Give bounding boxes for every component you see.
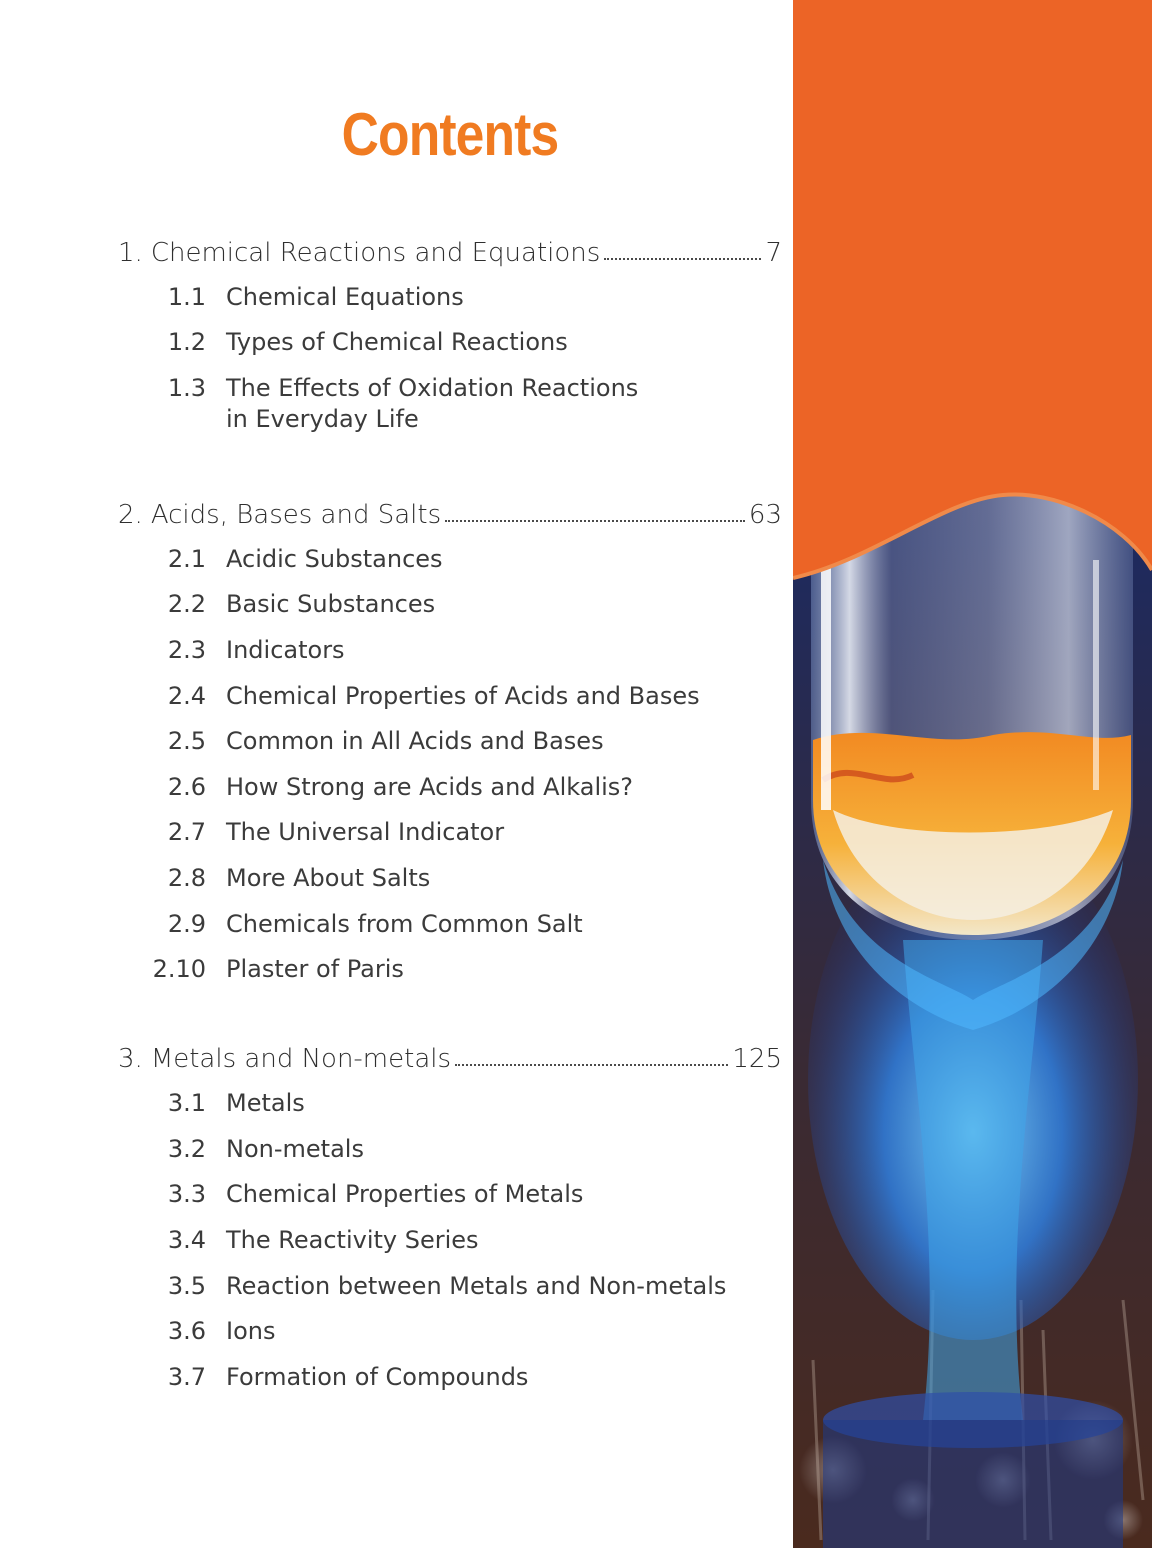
chapter-title: Chemical Reactions and Equations	[150, 238, 601, 268]
page-title: Contents	[341, 101, 559, 168]
section-title: Non-metals	[226, 1135, 364, 1163]
orange-banner	[793, 0, 1152, 578]
dot-leader	[604, 257, 761, 260]
section-title: Plaster of Paris	[226, 955, 404, 983]
section-number: 2.7	[167, 818, 206, 846]
section-title: Common in All Acids and Bases	[226, 727, 604, 755]
section-number: 2.10	[152, 955, 206, 983]
section-number: 2.6	[167, 773, 206, 801]
section-number: 2.1	[167, 545, 206, 573]
section-title: Reaction between Metals and Non-metals	[226, 1272, 727, 1300]
section-title: Chemical Equations	[226, 283, 464, 311]
section-title: How Strong are Acids and Alkalis?	[226, 773, 634, 801]
chapter-page-number: 125	[732, 1044, 782, 1074]
section-number: 2.3	[167, 636, 206, 664]
section-title: The Universal Indicator	[226, 818, 505, 846]
chapter-3-entry[interactable]	[118, 1034, 782, 1074]
section-title: Basic Substances	[226, 590, 436, 618]
chapter-1-entry[interactable]	[118, 228, 782, 268]
chapter-2-entry[interactable]	[118, 490, 782, 530]
section-title: More About Salts	[226, 864, 431, 892]
section-number: 3.3	[167, 1180, 206, 1208]
chapter-number: 1.	[118, 238, 143, 268]
section-number: 2.5	[167, 727, 206, 755]
section-number: 3.5	[167, 1272, 206, 1300]
section-number: 1.3	[167, 374, 206, 402]
section-number: 3.7	[167, 1363, 206, 1391]
section-number: 3.4	[167, 1226, 206, 1254]
section-number: 3.2	[167, 1135, 206, 1163]
section-title: Chemical Properties of Metals	[226, 1180, 584, 1208]
dot-leader	[445, 519, 745, 522]
glass-highlight	[1093, 560, 1099, 790]
section-title: Acidic Substances	[226, 545, 443, 573]
chapter-title: Acids, Bases and Salts	[150, 500, 442, 530]
section-number: 1.1	[167, 283, 206, 311]
section-number: 3.1	[167, 1089, 206, 1117]
section-title: Types of Chemical Reactions	[226, 328, 568, 356]
section-title: Indicators	[226, 636, 345, 664]
section-title: Ions	[226, 1317, 276, 1345]
section-title: Chemical Properties of Acids and Bases	[226, 682, 700, 710]
section-title: Formation of Compounds	[226, 1363, 529, 1391]
chapter-title: Metals and Non-metals	[150, 1044, 452, 1074]
chapter-number: 2.	[118, 500, 143, 530]
chapter-page-number: 63	[748, 500, 782, 530]
section-number: 2.2	[167, 590, 206, 618]
section-number: 2.8	[167, 864, 206, 892]
section-number: 3.6	[167, 1317, 206, 1345]
section-number: 2.4	[167, 682, 206, 710]
chapter-number: 3.	[118, 1044, 143, 1074]
chapter-page-number: 7	[765, 238, 782, 268]
dot-leader	[455, 1063, 728, 1066]
test-tube-flame-illustration	[793, 0, 1152, 1548]
section-title: Metals	[226, 1089, 305, 1117]
burner-body	[823, 1420, 1123, 1548]
section-title: The Reactivity Series	[226, 1226, 479, 1254]
section-title: The Effects of Oxidation Reactions in Everyday Life	[226, 374, 639, 433]
glass-highlight	[821, 560, 831, 810]
section-title: Chemicals from Common Salt	[226, 910, 583, 938]
section-number: 1.2	[167, 328, 206, 356]
section-number: 2.9	[167, 910, 206, 938]
